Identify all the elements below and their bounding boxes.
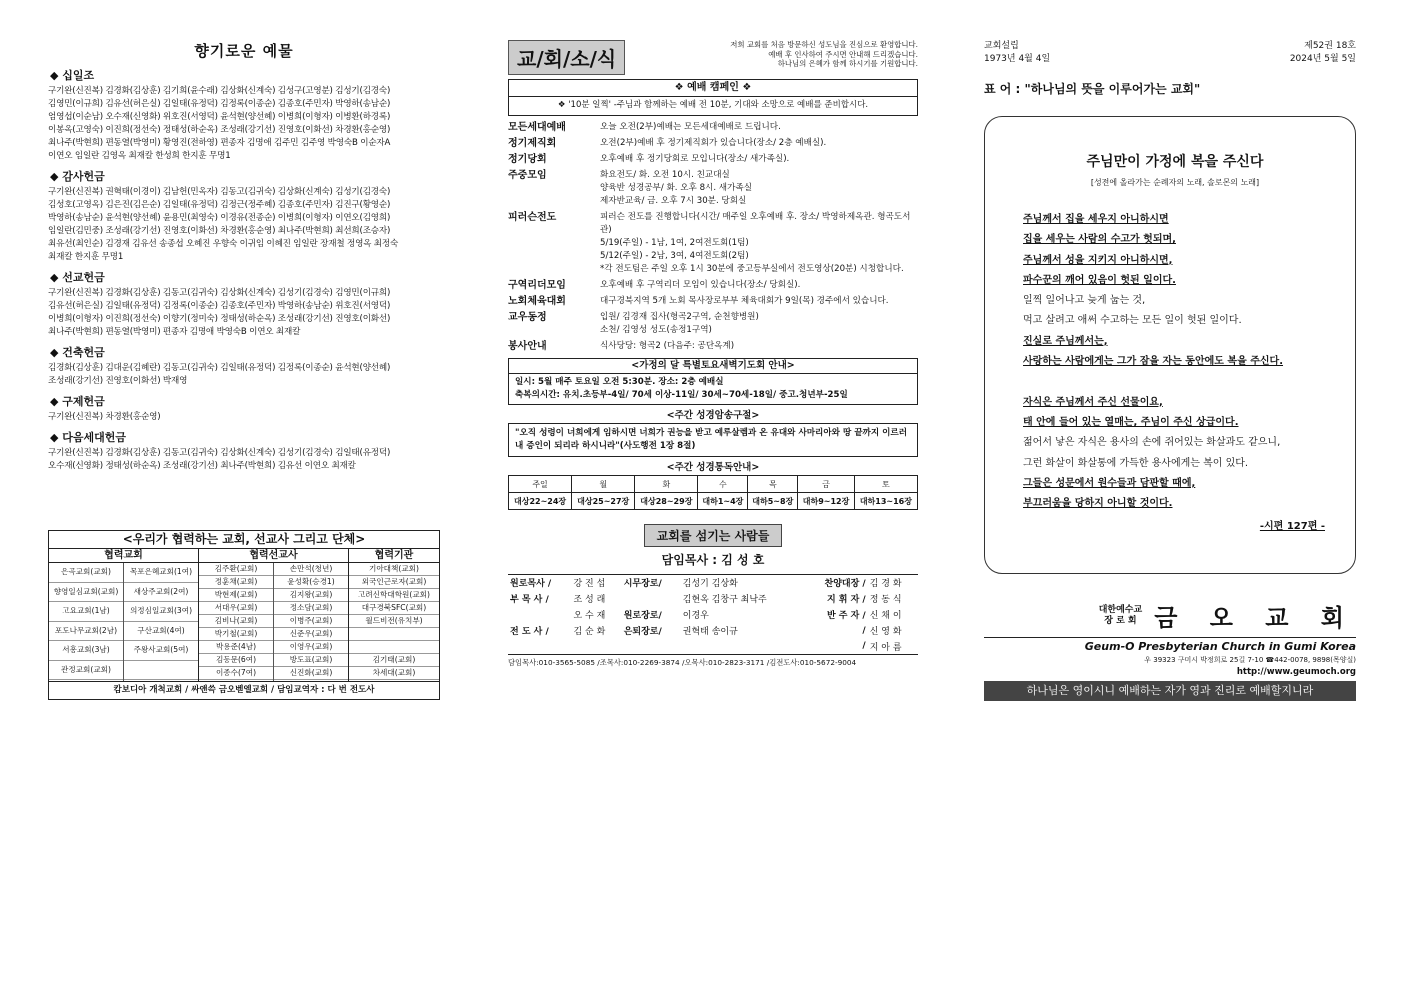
cooperation-item: 관정교회(교회) bbox=[49, 661, 123, 681]
staff-cell: 원로목사 / bbox=[510, 579, 552, 590]
news-item-line: 제자반교육/ 금. 오후 7시 30분. 당회실 bbox=[600, 196, 747, 206]
reading-day: 월 bbox=[572, 476, 635, 493]
reading-day: 목 bbox=[748, 476, 798, 493]
psalm-lines bbox=[1023, 210, 1327, 514]
offering-line: 엄영섭(이순남) 오수재(신영화) 위호진(서영덕) 윤석현(양선혜) 이병희(이형자) 이병환(하경록) bbox=[48, 112, 391, 122]
cover-column bbox=[984, 40, 1356, 97]
offering-line: 최나주(박현희) 편동열(박영미) 황영진(전하영) 편종자 김명애 김주민 김주영 박영숙B 이순자A bbox=[48, 138, 391, 148]
news-item bbox=[508, 169, 918, 208]
offering-line: 박영하(송남순) 윤석현(양선혜) 윤용민(최영숙) 이경유(전종순) 이병희(이형자) 이연오(김영희) bbox=[48, 213, 391, 223]
psalm-line bbox=[1023, 372, 1327, 392]
psalm-reference: -시편 127편 - bbox=[1259, 521, 1325, 533]
news-item-line: 5/19(주일) - 1남, 1여, 2여전도회(1팀) bbox=[600, 238, 749, 248]
staff-cell: 반 주 자 / bbox=[826, 611, 866, 621]
cooperation-item: 김지왕(교회) bbox=[274, 589, 348, 602]
news-item-line: 오늘 오전(2부)예배는 모든세대예배로 드립니다. bbox=[600, 122, 781, 132]
staff-cell bbox=[508, 639, 571, 655]
cooperation-item: 윤성확(승경1) bbox=[274, 576, 348, 589]
offering-line: 최재칼 한지훈 무명1 bbox=[48, 252, 124, 262]
cooperation-item bbox=[124, 661, 198, 681]
cooperation-item bbox=[349, 628, 439, 641]
offering-line: 이봉옥(고영숙) 이진희(정선숙) 정태성(하순옥) 조성래(강기선) 진영호(이화선) 차경환(홍순영) bbox=[48, 125, 391, 135]
cooperation-item: 의정심일교회(3여) bbox=[124, 602, 198, 622]
reading-chapters: 대하1~4장 bbox=[698, 493, 748, 510]
staff-cell: 시무장로/ bbox=[623, 579, 662, 590]
news-item-content bbox=[600, 311, 918, 337]
offering-section-heading: ◆ 구제헌금 bbox=[50, 395, 105, 408]
reading-chapters-row bbox=[509, 493, 918, 510]
staff-cell: 김 경 화 bbox=[869, 579, 902, 590]
offering-line: 최유선(최인순) 김경재 김유선 송종섭 오혜진 우향숙 이귀임 이혜진 임일란 장재철 정영옥 최정숙 bbox=[48, 239, 399, 249]
phone-list: 담임목사:010-3565-5085 /조목사:010-2269-3874 /오목사:010-2823-3171 /김전도사:010-5672-9004 bbox=[508, 658, 857, 667]
news-items bbox=[508, 121, 918, 353]
cooperation-item: 손만석(청년) bbox=[274, 563, 348, 576]
cooperation-item: 박기철(교회) bbox=[199, 628, 273, 641]
news-item-line: 대구경북지역 5개 노회 목사장로부부 체육대회가 9일(목) 경주에서 있습니다. bbox=[600, 296, 889, 306]
church-address: 우 39323 구미시 박정희로 25길 7-10 ☎442-0078, 9898(목양실) bbox=[1144, 656, 1356, 664]
reading-chapters: 대하5~8장 bbox=[748, 493, 798, 510]
cooperation-item: 대구경북SFC(교회) bbox=[349, 602, 439, 615]
psalm-line: 파수꾼의 깨어 있음이 헛된 일이다. bbox=[1023, 274, 1176, 286]
offering-line: 이병희(이형자) 이진희(정선숙) 이향기(정미숙) 정태성(하순옥) 조성래(강기선) 진영호(이화선) bbox=[48, 314, 391, 324]
denomination-line-1: 대한예수교 bbox=[1098, 604, 1143, 615]
offering-line: 조성래(강기선) 진영호(이화선) 박재영 bbox=[48, 376, 188, 386]
campaign-heading: ❖ 예배 캠페인 ❖ bbox=[509, 80, 917, 97]
reading-day: 수 bbox=[698, 476, 748, 493]
cooperation-item: 포도나무교회(2남) bbox=[49, 622, 123, 642]
news-item-content bbox=[600, 137, 918, 150]
reading-chapters: 대상22~24장 bbox=[509, 493, 572, 510]
psalm-line: 주님께서 성을 지키지 아니하시면, bbox=[1023, 254, 1173, 266]
offering-sections bbox=[48, 67, 440, 473]
news-item-label: 교우동정 bbox=[508, 312, 547, 323]
offering-section-body bbox=[48, 411, 440, 424]
partner-missionaries bbox=[199, 549, 349, 681]
staff-cell: 지 휘 자 / bbox=[826, 595, 866, 605]
news-item-line: 피러슨 전도를 진행합니다(시간/ 매주일 오후예배 후. 장소/ 박영하제옥관. 형곡도서관) bbox=[600, 212, 911, 235]
offering-line: 구기완(신진복) 권혁태(이경이) 김남헌(민옥자) 김동고(김귀숙) 김상화(신계숙) 김성기(김경숙) bbox=[48, 187, 391, 197]
news-item-label: 정기제직회 bbox=[508, 138, 557, 149]
reading-day: 토 bbox=[854, 476, 917, 493]
offering-section-body bbox=[48, 186, 440, 264]
psalm-subtitle: [성전에 올라가는 순례자의 노래, 솔로몬의 노래] bbox=[1090, 178, 1260, 187]
church-website-link[interactable]: http://www.geumoch.org bbox=[1236, 667, 1356, 677]
news-item bbox=[508, 211, 918, 276]
psalm-line: 집을 세우는 사람의 수고가 헛되며, bbox=[1023, 234, 1176, 246]
partner-churches-heading: 협력교회 bbox=[49, 549, 198, 563]
cooperation-item: 이영우(교회) bbox=[274, 641, 348, 654]
campaign-body: ❖ '10분 일찍' -주님과 함께하는 예배 전 10분, 기대와 소망으로 예배를 준비합시다. bbox=[557, 100, 869, 110]
offering-section-heading: ◆ 감사헌금 bbox=[50, 170, 105, 183]
senior-pastor: 담임목사 : 김 성 호 bbox=[661, 553, 765, 567]
family-prayer-line-2: 축복의시간: 유치.초등부-4일/ 70세 이상-11일/ 30세~70세-18일/ 중고.청년부-25일 bbox=[515, 390, 848, 400]
psalm-line: 일찍 일어나고 늦게 눕는 것, bbox=[1023, 295, 1146, 307]
psalm-line: 사랑하는 사람에게는 그가 잠을 자는 동안에도 복을 주신다. bbox=[1023, 356, 1284, 368]
offering-line: 이연오 임일란 김영옥 최재칼 한성희 한지훈 무명1 bbox=[48, 151, 231, 161]
offering-section-heading: ◆ 건축헌금 bbox=[50, 346, 105, 359]
staff-cell: 조 성 래 bbox=[573, 595, 606, 605]
reading-chapters: 대하9~12장 bbox=[798, 493, 855, 510]
cooperation-item: 목포은혜교회(1여) bbox=[124, 563, 198, 583]
news-item bbox=[508, 121, 918, 134]
staff-cell: 찬양대장 / bbox=[824, 579, 866, 590]
offering-section-heading: ◆ 십일조 bbox=[50, 69, 95, 82]
news-title: 교/회/소/식 bbox=[508, 40, 625, 75]
cooperation-title: <우리가 협력하는 교회, 선교사 그리고 단체> bbox=[49, 531, 439, 549]
staff-row bbox=[508, 639, 918, 655]
news-item-label: 봉사안내 bbox=[508, 341, 547, 352]
news-item bbox=[508, 137, 918, 150]
news-item-line: 소천/ 김영성 성도(송정1구역) bbox=[600, 325, 712, 335]
staff-cell bbox=[622, 591, 681, 607]
church-english-name: Geum-O Presbyterian Church in Gumi Korea bbox=[984, 637, 1356, 653]
cooperation-item: 정소담(교회) bbox=[274, 602, 348, 615]
offering-line: 구기완(신진복) 김경화(김상훈) 김동고(김귀숙) 김상화(신계숙) 김성기(김경숙) 김일태(유정덕) bbox=[48, 448, 391, 458]
bible-reading-heading: <주간 성경통독안내> bbox=[666, 462, 760, 473]
cooperation-footer: 캄보디아 개척교회 / 싸앤쓱 금오벧엘교회 / 담임교역자 : 다 번 전도사 bbox=[49, 681, 439, 698]
offering-line: 임일란(김민중) 조성래(강기선) 진영호(이화선) 차경환(홍순영) 최나주(박현희) 최선희(조승자) bbox=[48, 226, 391, 236]
psalm-box bbox=[984, 116, 1356, 574]
cooperation-item: 김주환(교회) bbox=[199, 563, 273, 576]
news-item-content bbox=[600, 169, 918, 208]
partner-churches-list-b bbox=[123, 563, 198, 681]
denomination-line-2: 장 로 회 bbox=[1104, 615, 1137, 626]
offering-line: 김영민(이규희) 김유선(허은실) 김일태(유정덕) 김정록(이종순) 김종호(주민자) 박영하(송남순) bbox=[48, 99, 391, 109]
bible-reading-table bbox=[508, 475, 918, 510]
offering-section-body bbox=[48, 85, 440, 163]
news-item bbox=[508, 295, 918, 308]
family-prayer-heading: <가정의 달 특별토요새벽기도회 안내> bbox=[509, 359, 917, 374]
church-info bbox=[984, 598, 1356, 701]
staff-cell: 신 영 화 bbox=[869, 627, 902, 637]
psalm-title: 주님만이 가정에 복을 주신다 bbox=[1086, 154, 1264, 170]
staff-row bbox=[508, 607, 918, 623]
staff-cell bbox=[622, 639, 681, 655]
offering-line: 김경화(김상훈) 김대운(김혜란) 김동고(김귀숙) 김일태(유정덕) 김정록(이종순) 윤석현(양선혜) bbox=[48, 363, 391, 373]
staff-cell: 지 아 름 bbox=[869, 642, 902, 653]
partner-missionaries-heading: 협력선교사 bbox=[199, 549, 348, 563]
staff-cell: 전 도 사 / bbox=[510, 627, 549, 637]
news-item bbox=[508, 311, 918, 337]
staff-cell: 신 채 이 bbox=[869, 611, 902, 621]
offering-line: 김유선(허은실) 김일태(유정덕) 김정록(이종순) 김종호(주민자) 박영하(송남순) 위호진(서영덕) bbox=[48, 301, 391, 311]
cooperation-item: 이병주(교회) bbox=[274, 615, 348, 628]
memory-verse-body: "오직 성령이 너희에게 임하시면 너희가 권능을 받고 예루살렘과 온 유대와 사마리아와 땅 끝까지 이르러 내 증인이 되리라 하시니라"(사도행전 1장 8절) bbox=[508, 423, 918, 457]
cooperation-item: 박현제(교회) bbox=[199, 589, 273, 602]
offering-line: 최나주(박현희) 편동열(박영미) 편종자 김명애 박영숙B 이연오 최재칼 bbox=[48, 327, 301, 337]
news-item-label: 주중모임 bbox=[508, 170, 547, 181]
cooperation-item: 이종수(7여) bbox=[199, 667, 273, 680]
staff-cell: 은퇴장로/ bbox=[623, 627, 662, 637]
cooperation-item: 구산교회(4여) bbox=[124, 622, 198, 642]
news-item-line: 오후예배 후 구역리더 모임이 있습니다(장소/ 당회실). bbox=[600, 280, 801, 290]
family-prayer-box bbox=[508, 358, 918, 405]
staff-row bbox=[508, 575, 918, 591]
news-item-line: *각 전도팀은 주일 오후 1시 30분에 중고등부실에서 전도영상(20분) 시청합니다. bbox=[600, 264, 904, 274]
volume-number: 제52권 18호 bbox=[1304, 41, 1356, 51]
news-item-content bbox=[600, 153, 918, 166]
news-item bbox=[508, 340, 918, 353]
cooperation-item: 서대우(교회) bbox=[199, 602, 273, 615]
cooperation-item: 고려신학대학원(교회) bbox=[349, 589, 439, 602]
greeting-line: 저희 교회를 처음 방문하신 성도님을 진심으로 환영합니다. bbox=[730, 40, 918, 49]
cover-verse: 하나님은 영이시니 예배하는 자가 영과 진리로 예배할지니라 bbox=[984, 681, 1356, 701]
partner-orgs bbox=[349, 549, 439, 681]
staff-cell: 이경우 bbox=[682, 611, 709, 621]
psalm-line: 자식은 주님께서 주신 선물이요, bbox=[1023, 396, 1163, 408]
greeting-line: 예배 후 인사하여 주시면 안내해 드리겠습니다. bbox=[768, 49, 918, 59]
cooperation-item: 신진화(교회) bbox=[274, 667, 348, 680]
partner-orgs-heading: 협력기관 bbox=[349, 549, 439, 563]
news-item-label: 정기당회 bbox=[508, 154, 547, 165]
cooperation-item: 김동문(6여) bbox=[199, 654, 273, 667]
staff-cell: 정 동 식 bbox=[869, 595, 902, 605]
offering-title: 향기로운 예물 bbox=[194, 42, 294, 60]
staff-cell: 김 순 화 bbox=[573, 627, 606, 637]
staff-table bbox=[508, 574, 918, 655]
offering-section-body bbox=[48, 362, 440, 388]
reading-chapters: 대상25~27장 bbox=[572, 493, 635, 510]
news-item bbox=[508, 279, 918, 292]
offering-section-body bbox=[48, 287, 440, 339]
cooperation-item: 김기태(교회) bbox=[349, 654, 439, 667]
offering-section-heading: ◆ 선교헌금 bbox=[50, 271, 105, 284]
people-title: 교회를 섬기는 사람들 bbox=[644, 524, 783, 547]
campaign-box bbox=[508, 79, 918, 116]
reading-day: 주일 bbox=[509, 476, 572, 493]
psalm-line: 그들은 성문에서 원수들과 담판할 때에, bbox=[1023, 477, 1196, 489]
partner-missionaries-list-b bbox=[273, 563, 348, 681]
staff-cell: 오 수 재 bbox=[573, 611, 606, 621]
offering-section-body bbox=[48, 447, 440, 473]
psalm-line: 주님께서 집을 세우지 아니하시면 bbox=[1023, 214, 1169, 225]
news-item-content bbox=[600, 340, 918, 353]
cooperation-item: 정훈채(교회) bbox=[199, 576, 273, 589]
family-prayer-line-1: 일시: 5월 매주 토요일 오전 5:30분. 장소: 2층 예배실 bbox=[515, 377, 724, 387]
established-label: 교회설립 bbox=[984, 41, 1019, 51]
news-item-line: 입원/ 김경재 집사(형곡2구역, 순천향병원) bbox=[600, 312, 759, 322]
staff-cell: 김성기 김상화 bbox=[682, 579, 738, 590]
partner-missionaries-list-a bbox=[199, 563, 273, 681]
news-item bbox=[508, 153, 918, 166]
reading-day: 화 bbox=[635, 476, 698, 493]
cooperation-item: 월드비전(유치부) bbox=[349, 615, 439, 628]
cooperation-item: 방도표(교회) bbox=[274, 654, 348, 667]
denomination bbox=[1099, 605, 1142, 627]
staff-cell bbox=[571, 639, 621, 655]
staff-cell: 권혁태 송이규 bbox=[682, 627, 738, 637]
cooperation-item: 고요교회(1남) bbox=[49, 602, 123, 622]
psalm-line: 부끄러움을 당하지 아니할 것이다. bbox=[1023, 498, 1173, 510]
cooperation-item: 주왕사교회(5여) bbox=[124, 641, 198, 661]
offering-column bbox=[48, 40, 440, 473]
partner-churches bbox=[49, 549, 199, 681]
cooperation-box bbox=[48, 530, 440, 700]
church-motto: 표 어 : "하나님의 뜻을 이루어가는 교회" bbox=[984, 82, 1201, 96]
reading-day: 금 bbox=[798, 476, 855, 493]
news-item-content bbox=[600, 121, 918, 134]
news-item-label: 모든세대예배 bbox=[508, 122, 566, 133]
cooperation-item: 김비나(교회) bbox=[199, 615, 273, 628]
staff-cell: 원로장로/ bbox=[623, 611, 662, 621]
cooperation-item: 외국인근로자(교회) bbox=[349, 576, 439, 589]
news-item-label: 구역리더모임 bbox=[508, 280, 566, 291]
staff-cell bbox=[508, 607, 571, 623]
offering-section-heading: ◆ 다음세대헌금 bbox=[50, 431, 127, 444]
cooperation-item: 기아대책(교회) bbox=[349, 563, 439, 576]
staff-cell: / bbox=[862, 641, 866, 652]
offering-line: 구기완(신진복) 김경화(김상훈) 김기희(윤수래) 김상화(신계숙) 김성구(고영분) 김성기(김경숙) bbox=[48, 86, 391, 96]
psalm-line: 먹고 살려고 애써 수고하는 모든 일이 헛된 일이다. bbox=[1023, 315, 1242, 327]
cooperation-item: 향영일심교회(교회) bbox=[49, 583, 123, 603]
staff-row bbox=[508, 591, 918, 607]
psalm-line: 진실로 주님께서는, bbox=[1023, 335, 1108, 347]
memory-verse-heading: <주간 성경암송구절> bbox=[666, 410, 760, 421]
offering-line: 김성호(고영옥) 김은진(김은순) 김일태(유정덕) 김정근(정주혜) 김종호(주민자) 김진구(황영순) bbox=[48, 200, 391, 210]
issue-date: 2024년 5월 5일 bbox=[1289, 54, 1356, 64]
news-item-line: 양육반 성경공부/ 화. 오후 8시. 새가족실 bbox=[600, 183, 753, 193]
offering-line: 구기완(신진복) 김경화(김상훈) 김동고(김귀숙) 김상화(신계숙) 김성기(김경숙) 김영민(이규희) bbox=[48, 288, 391, 298]
established-date: 1973년 4월 4일 bbox=[984, 54, 1051, 64]
news-column bbox=[508, 40, 918, 668]
news-item-line: 오후예배 후 정기당회로 모입니다(장소/ 새가족실). bbox=[600, 154, 790, 164]
cooperation-item: 서흥교회(3남) bbox=[49, 641, 123, 661]
cooperation-item: 새상주교회(2여) bbox=[124, 583, 198, 603]
news-item-label: 피러슨전도 bbox=[508, 212, 557, 223]
news-item-content bbox=[600, 279, 918, 292]
partner-orgs-list bbox=[349, 563, 439, 681]
staff-cell bbox=[681, 639, 804, 655]
news-item-line: 화요전도/ 화. 오전 10시. 친교대실 bbox=[600, 170, 730, 180]
church-name: 금 오 교 회 bbox=[1154, 604, 1356, 632]
cooperation-item bbox=[349, 641, 439, 654]
greeting-line: 하나님의 은혜가 함께 하시기를 기원합니다. bbox=[777, 59, 918, 68]
cooperation-item: 은곡교회(교회) bbox=[49, 563, 123, 583]
news-item-content bbox=[600, 295, 918, 308]
partner-churches-list-a bbox=[49, 563, 123, 681]
staff-cell: 부 목 사 / bbox=[510, 595, 549, 605]
cooperation-item: 신준우(교회) bbox=[274, 628, 348, 641]
offering-line: 구기완(신진복) 차경환(홍순영) bbox=[48, 412, 161, 422]
staff-cell: / bbox=[862, 625, 866, 636]
reading-days-row bbox=[509, 476, 918, 493]
reading-chapters: 대하13~16장 bbox=[854, 493, 917, 510]
staff-row bbox=[508, 623, 918, 639]
reading-chapters: 대상28~29장 bbox=[635, 493, 698, 510]
greeting-text bbox=[730, 40, 918, 69]
cooperation-item: 차세대(교회) bbox=[349, 667, 439, 680]
psalm-line: 그런 화살이 화살통에 가득한 용사에게는 복이 있다. bbox=[1023, 457, 1249, 469]
cooperation-item: 박용준(4남) bbox=[199, 641, 273, 654]
news-item-line: 오전(2부)예배 후 정기제직회가 있습니다(장소/ 2층 예배실). bbox=[600, 138, 827, 148]
psalm-line: 젊어서 낳은 자식은 용사의 손에 쥐어있는 화살과도 같으니, bbox=[1023, 437, 1281, 449]
psalm-line: 태 안에 들어 있는 열매는, 주님이 주신 상급이다. bbox=[1023, 416, 1239, 428]
staff-cell: 강 진 섭 bbox=[573, 579, 606, 590]
news-item-content bbox=[600, 211, 918, 276]
news-item-label: 노회체육대회 bbox=[508, 296, 566, 307]
offering-line: 오수재(신영화) 정태성(하순옥) 조성래(강기선) 최나주(박현희) 김유선 이연오 최재칼 bbox=[48, 461, 356, 471]
staff-cell: 김현옥 김창구 최낙주 bbox=[682, 595, 767, 605]
news-item-line: 식사당당: 형곡2 (다음주: 공단옥계) bbox=[600, 341, 735, 351]
news-item-line: 5/12(주일) - 2남, 3여, 4여전도회(2팀) bbox=[600, 251, 749, 261]
